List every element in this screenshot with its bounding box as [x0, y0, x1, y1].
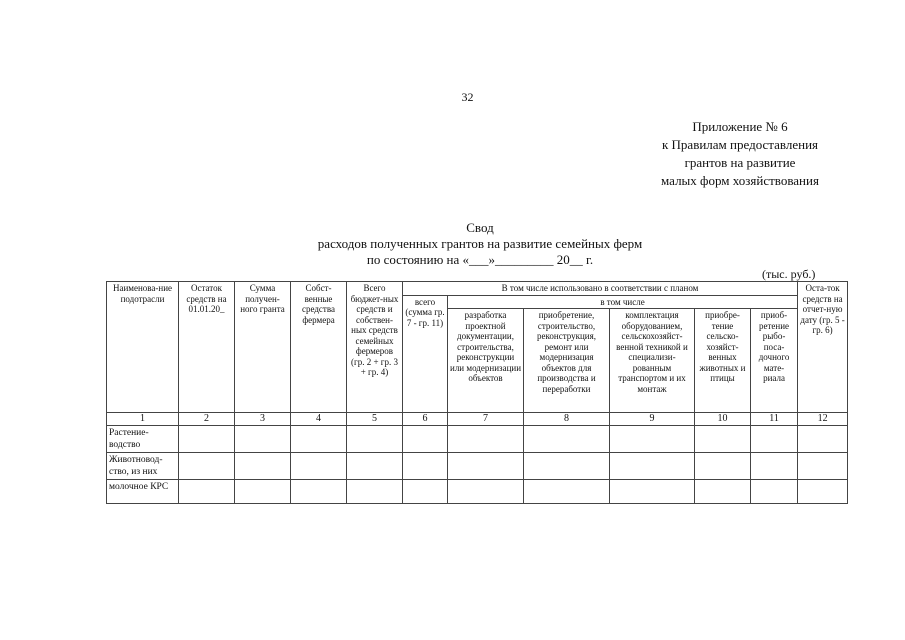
row-label: Животновод-ство, из них: [107, 453, 179, 480]
document-title: [230, 220, 730, 268]
table-cell: [751, 480, 798, 504]
title-line-2: расходов полученных грантов на развитие семейных ферм: [317, 236, 643, 251]
header-total-funds: Всего бюджет-ных средств и собствен-ных средств семейных фермеров (гр. 2 + гр. 3 + гр. 4): [347, 282, 403, 413]
table-cell: [179, 480, 235, 504]
column-number: 3: [235, 413, 291, 426]
table-cell: [695, 453, 751, 480]
table-cell: [347, 453, 403, 480]
table-cell: [448, 453, 524, 480]
header-livestock: приобре-тение сельско-хозяйст-венных животных и птицы: [695, 309, 751, 413]
appendix-line-1: Приложение № 6: [692, 119, 788, 134]
column-number: 7: [448, 413, 524, 426]
table-cell: [751, 426, 798, 453]
row-label: Растение-водство: [107, 426, 179, 453]
table-cell: [610, 426, 695, 453]
column-number: 12: [798, 413, 848, 426]
header-construction: приобретение, строительство, реконструкция, ремонт или модернизация объектов для производства и переработки: [524, 309, 610, 413]
row-label: молочное КРС: [107, 480, 179, 504]
report-table: [106, 281, 848, 504]
header-used-per-plan: В том числе использовано в соответствии с планом: [403, 282, 798, 296]
table-cell: [524, 453, 610, 480]
units-label: (тыс. руб.): [762, 267, 816, 281]
header-balance-end: Оста-ток средств на отчет-ную дату (гр. 5 - гр. 6): [798, 282, 848, 413]
table-row: [107, 426, 848, 453]
column-number: 6: [403, 413, 448, 426]
column-number: 9: [610, 413, 695, 426]
header-including: в том числе: [448, 295, 798, 309]
table-cell: [798, 480, 848, 504]
column-number: 2: [179, 413, 235, 426]
header-balance-start: Остаток средств на 01.01.20_: [179, 282, 235, 413]
table-cell: [610, 480, 695, 504]
title-line-3: по состоянию на «___»_________ 20__ г.: [366, 252, 594, 267]
table-cell: [751, 453, 798, 480]
table-cell: [291, 480, 347, 504]
table-cell: [347, 480, 403, 504]
table-cell: [695, 480, 751, 504]
column-number: 10: [695, 413, 751, 426]
appendix-line-3: грантов на развитие: [684, 155, 796, 170]
column-number: 5: [347, 413, 403, 426]
column-number: 8: [524, 413, 610, 426]
table-cell: [291, 453, 347, 480]
table-row: [107, 480, 848, 504]
appendix-line-2: к Правилам предоставления: [661, 137, 819, 152]
table-cell: [179, 453, 235, 480]
appendix-line-4: малых форм хозяйствования: [661, 173, 819, 188]
table-cell: [235, 480, 291, 504]
table-cell: [235, 426, 291, 453]
table-cell: [179, 426, 235, 453]
table-cell: [610, 453, 695, 480]
table-cell: [448, 426, 524, 453]
header-fish-stock: приоб-ретение рыбо-поса-дочного мате-риала: [751, 309, 798, 413]
column-number-row: [107, 413, 848, 426]
table-cell: [347, 426, 403, 453]
header-used-total: всего (сумма гр. 7 - гр. 11): [403, 295, 448, 413]
table-cell: [798, 426, 848, 453]
table-cell: [798, 453, 848, 480]
table-row: [107, 453, 848, 480]
table-cell: [403, 453, 448, 480]
header-equipment: комплектация оборудованием, сельскохозяйст-венной техникой и специализи-рованным транспортом и их монтаж: [610, 309, 695, 413]
column-number: 4: [291, 413, 347, 426]
table-cell: [524, 426, 610, 453]
table-cell: [291, 426, 347, 453]
title-line-1: Свод: [466, 220, 494, 235]
header-design-docs: разработка проектной документации, строительства, реконструкции или модернизации объектов: [448, 309, 524, 413]
appendix-heading: [620, 118, 860, 190]
table-cell: [403, 426, 448, 453]
page-number: 32: [461, 90, 474, 104]
table-cell: [235, 453, 291, 480]
table-cell: [448, 480, 524, 504]
header-row-1: [107, 282, 848, 296]
table-cell: [403, 480, 448, 504]
column-number: 11: [751, 413, 798, 426]
header-grant-amount: Сумма получен-ного гранта: [235, 282, 291, 413]
column-number: 1: [107, 413, 179, 426]
header-own-funds: Собст-венные средства фермера: [291, 282, 347, 413]
table-cell: [695, 426, 751, 453]
table-cell: [524, 480, 610, 504]
header-subsector: Наименова-ние подотрасли: [107, 282, 179, 413]
